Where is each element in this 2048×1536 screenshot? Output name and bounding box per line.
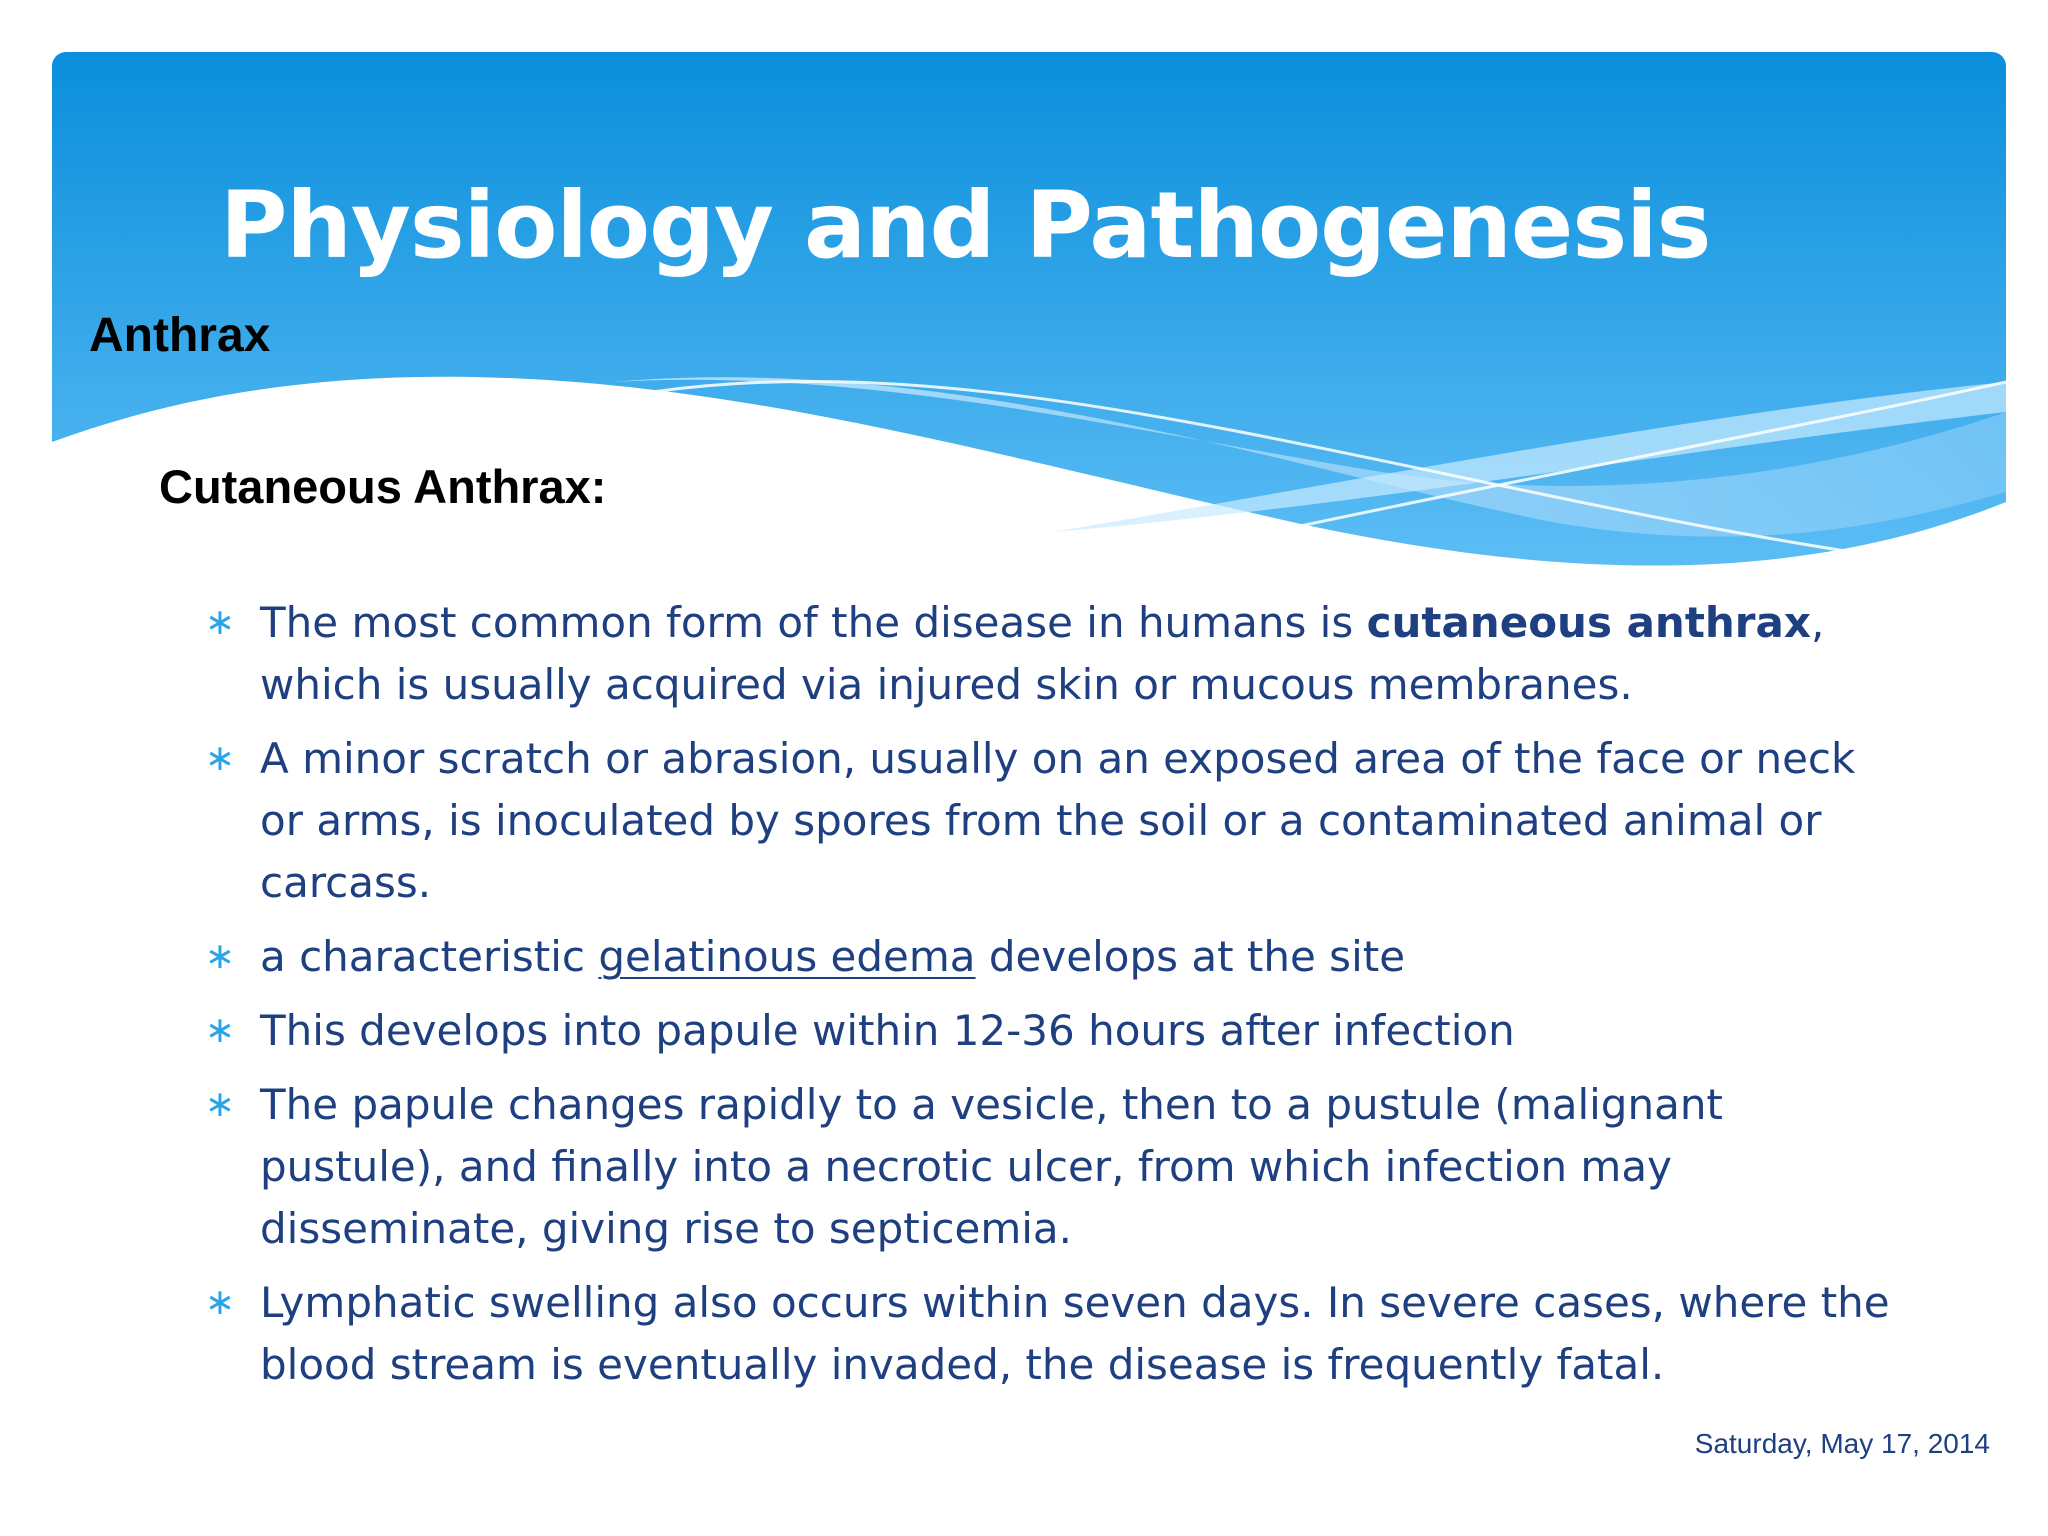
bullet-list [202,592,1902,1408]
bullet-text: Lymphatic swelling also occurs within seven days. In severe cases, where the blood stream is eventually invaded, the disease is frequently fatal. [260,1278,1890,1389]
bullet-text: A minor scratch or abrasion, usually on an exposed area of the face or neck or arms, is inoculated by spores from the soil or a contaminated animal or carcass. [260,734,1856,907]
bullet-item [202,926,1902,988]
asterisk-icon: ∗ [204,936,236,977]
bullet-item [202,1074,1902,1260]
slide-date: Saturday, May 17, 2014 [1694,1428,1990,1459]
header-wave-background [52,52,2006,612]
bullet-item [202,1000,1902,1062]
bullet-text: The most common form of the disease in humans is [260,598,1367,647]
asterisk-icon: ∗ [204,738,236,779]
bullet-item [202,728,1902,914]
slide [52,52,2006,1512]
slide-title: Physiology and Pathogenesis [220,172,1711,279]
section-heading: Cutaneous Anthrax: [159,460,607,513]
bullet-item [202,1272,1902,1396]
bold-term: cutaneous anthrax [1366,598,1811,647]
asterisk-icon: ∗ [204,1282,236,1323]
asterisk-icon: ∗ [204,1010,236,1051]
asterisk-icon: ∗ [204,1084,236,1125]
bullet-text: develops at the site [975,932,1406,981]
bullet-text: a characteristic [260,932,599,981]
bullet-text: This develops into papule within 12-36 hours after infection [260,1006,1515,1055]
gelatinous-edema-link[interactable]: gelatinous edema [598,932,976,981]
bullet-text: , which is usually acquired via injured skin or mucous membranes. [260,598,1825,709]
slide-subtitle: Anthrax [89,309,271,362]
bullet-text: The papule changes rapidly to a vesicle, then to a pustule (malignant pustule), and finally into a necrotic ulcer, from which infection may disseminate, giving rise to septicemia. [260,1080,1723,1253]
asterisk-icon: ∗ [204,602,236,643]
bullet-item [202,592,1902,716]
